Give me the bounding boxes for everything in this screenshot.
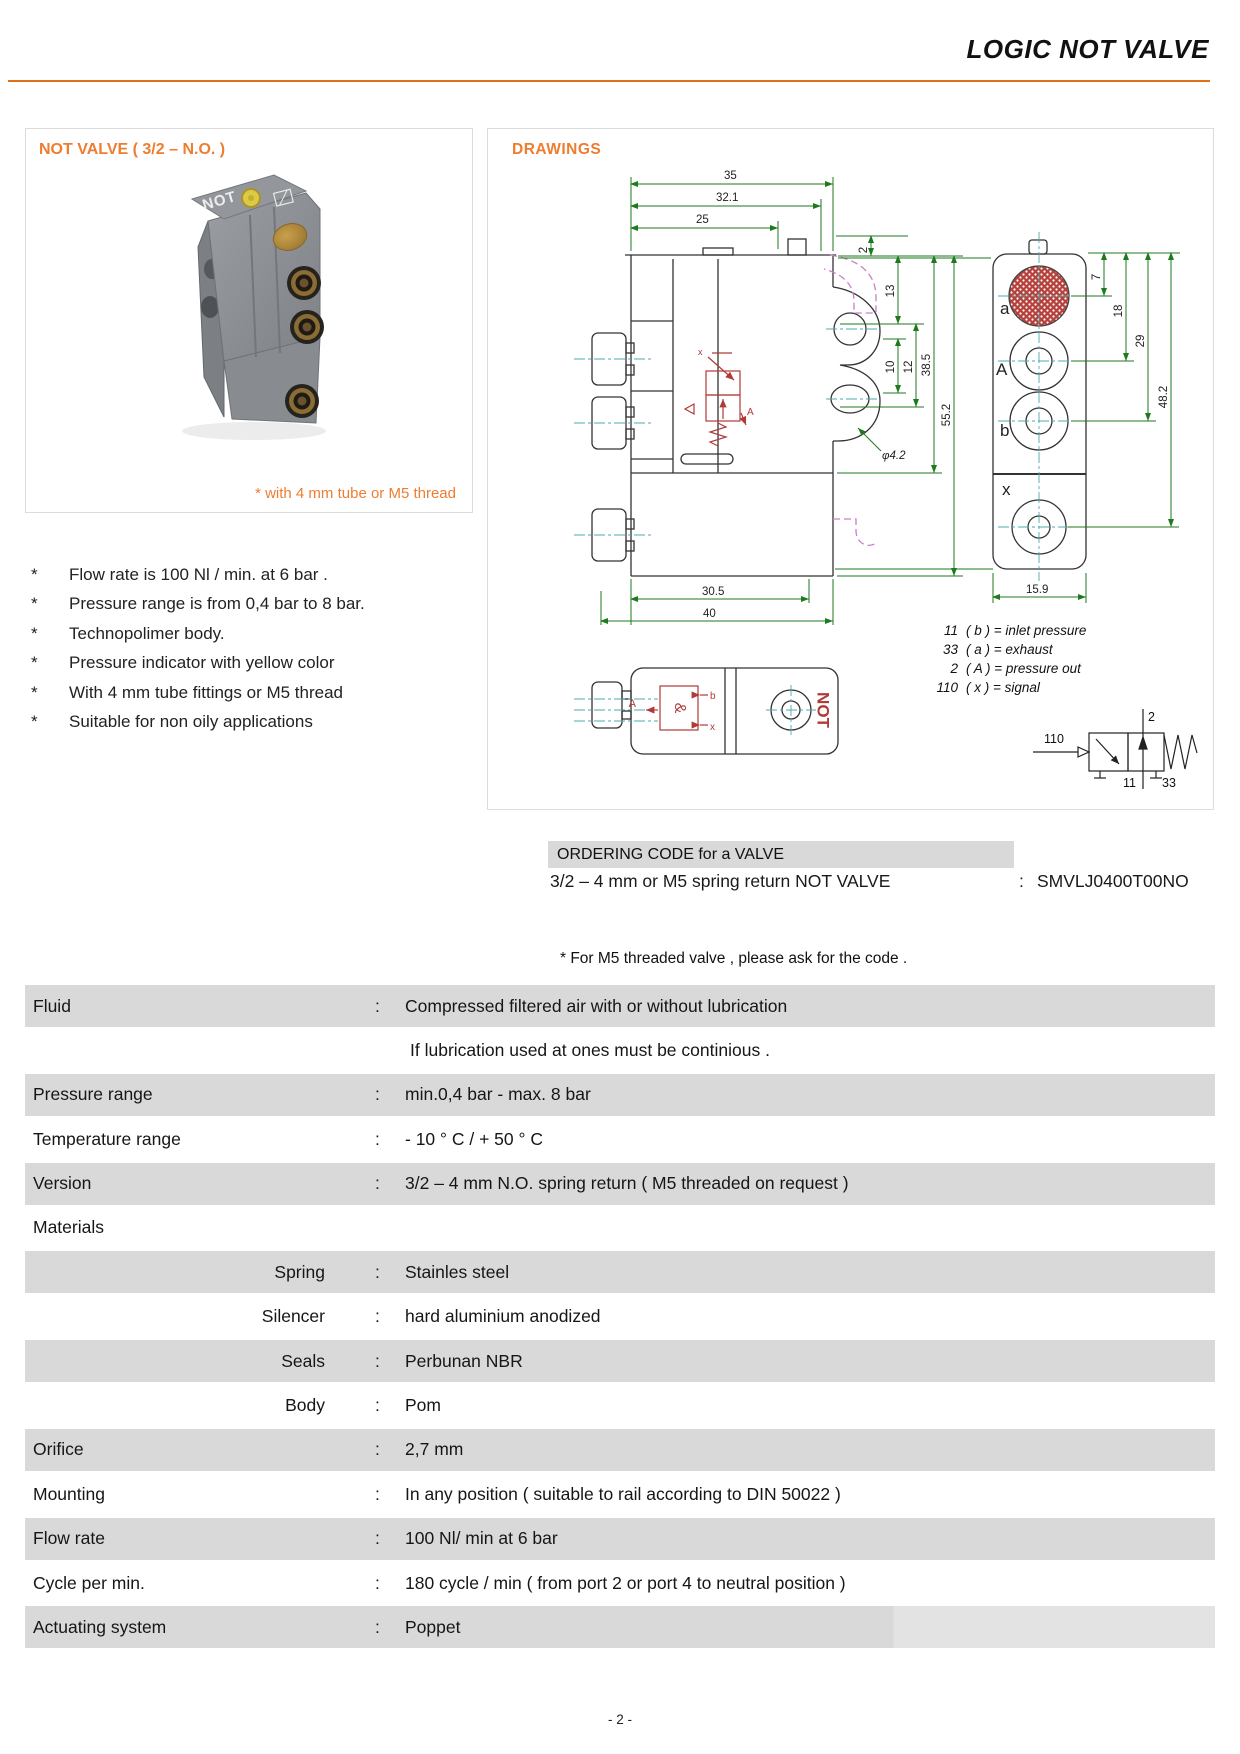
- spec-row-flow-rate: [25, 1518, 1215, 1560]
- spec-row-pressure-range: [25, 1074, 1215, 1116]
- side-symbol-pilot-label: x: [698, 347, 703, 357]
- spec-colon: :: [375, 1483, 380, 1504]
- spec-row-orifice: [25, 1429, 1215, 1471]
- dim-lines-top: [631, 177, 993, 569]
- fitting-bottom: [285, 384, 319, 418]
- spec-value: 100 Nl/ min at 6 bar: [405, 1528, 558, 1549]
- photo-caption: * with 4 mm tube or M5 thread: [255, 485, 456, 502]
- port-b-label: b: [1000, 421, 1010, 440]
- spec-value: If lubrication used at ones must be continious .: [410, 1039, 770, 1060]
- legend-text-11: ( b ) = inlet pressure: [966, 623, 1087, 638]
- dim-38-5: 38.5: [921, 353, 933, 377]
- dim-30-5: 30.5: [702, 586, 725, 598]
- legend-num-33: 33: [942, 642, 958, 657]
- feature-text: Pressure range is from 0,4 bar to 8 bar.: [69, 594, 365, 614]
- side-view: [592, 239, 880, 576]
- legend-text-33: ( a ) = exhaust: [966, 642, 1053, 657]
- spec-row-fluid: [25, 985, 1215, 1027]
- dim-13: 13: [885, 284, 897, 298]
- page-number: - 2 -: [607, 1712, 632, 1727]
- spec-colon: :: [375, 1128, 380, 1149]
- spec-value: hard aluminium anodized: [405, 1306, 601, 1327]
- bottom-view: [592, 668, 838, 754]
- spec-row-silencer: [25, 1296, 1215, 1338]
- header-rule: [8, 80, 1210, 82]
- feature-item: [25, 678, 485, 707]
- feature-bullet: *: [31, 594, 38, 614]
- feature-bullet: *: [31, 565, 38, 584]
- symbol-exhaust-label: 33: [1162, 776, 1176, 790]
- spec-value: 2,7 mm: [405, 1439, 464, 1460]
- port-A-label: A: [996, 360, 1008, 379]
- dim-12: 12: [903, 360, 915, 374]
- spec-label: Mounting: [33, 1483, 105, 1504]
- drawings-panel: [487, 128, 1214, 810]
- spec-value: Compressed filtered air with or without lubrication: [405, 995, 788, 1016]
- product-panel: [25, 128, 473, 513]
- bottom-not-label: NOT: [813, 692, 833, 728]
- dim-15-9: 15.9: [1026, 584, 1049, 596]
- dim-10: 10: [885, 360, 897, 374]
- dim-29: 29: [1135, 334, 1147, 348]
- spec-label: Version: [33, 1173, 92, 1194]
- spec-value: Stainles steel: [405, 1261, 510, 1282]
- fitting-middle: [290, 310, 324, 344]
- spec-row-version: [25, 1163, 1215, 1205]
- feature-bullet: *: [31, 682, 38, 702]
- ordering-colon: :: [1019, 871, 1024, 891]
- side-symbol-out-label: A: [747, 407, 754, 418]
- spec-value: min.0,4 bar - max. 8 bar: [405, 1084, 591, 1105]
- page-title: LOGIC NOT VALVE: [966, 34, 1209, 64]
- spec-value: - 10 ° C / + 50 ° C: [405, 1128, 544, 1149]
- spec-row-spring: [25, 1251, 1215, 1293]
- product-panel-title: NOT VALVE ( 3/2 – N.O. ): [39, 141, 226, 158]
- feature-item: [25, 560, 485, 589]
- valve-photo-svg: [154, 165, 354, 445]
- dim-dia-4-2: φ4.2: [882, 450, 906, 462]
- spec-label: Seals: [281, 1350, 325, 1371]
- photo-shadow: [182, 422, 326, 440]
- front-view: [993, 240, 1086, 569]
- port-a-label: a: [1000, 299, 1010, 318]
- spec-row-mounting: [25, 1473, 1215, 1515]
- side-view-valve-symbol: [685, 353, 746, 446]
- spec-row-temperature-range: [25, 1118, 1215, 1160]
- pressure-indicator-center: [248, 195, 254, 201]
- ordering-item: 3/2 – 4 mm or M5 spring return NOT VALVE: [550, 871, 891, 891]
- valve-hole-2: [201, 296, 219, 318]
- dim-40: 40: [703, 608, 716, 620]
- feature-item: [25, 707, 485, 736]
- feature-text: With 4 mm tube fittings or M5 thread: [69, 682, 343, 702]
- spec-label: Pressure range: [33, 1084, 153, 1105]
- feature-text: Suitable for non oily applications: [69, 712, 313, 732]
- legend-text-110: ( x ) = signal: [966, 680, 1040, 695]
- dim-32-1: 32.1: [716, 192, 739, 204]
- fitting-top: [287, 266, 321, 300]
- dim-18: 18: [1113, 304, 1125, 318]
- spec-label: Fluid: [33, 995, 71, 1016]
- spec-colon: :: [375, 1572, 380, 1593]
- drawings-panel-title: DRAWINGS: [512, 141, 602, 158]
- spec-label: Actuating system: [33, 1616, 167, 1637]
- port-x-label: x: [1002, 480, 1011, 499]
- spec-row-body: [25, 1385, 1215, 1427]
- spec-label: Orifice: [33, 1439, 84, 1460]
- feature-bullet: *: [31, 653, 38, 673]
- spec-label: Materials: [33, 1217, 104, 1238]
- spec-value: 3/2 – 4 mm N.O. spring return ( M5 threaded on request ): [405, 1173, 849, 1194]
- legend-num-2: 2: [950, 661, 958, 676]
- dim-7: 7: [1091, 273, 1103, 281]
- spec-label: Cycle per min.: [33, 1572, 145, 1593]
- feature-bullet: *: [31, 623, 38, 643]
- ordering-code-line: [0, 871, 1240, 893]
- spec-row-fluid-continuation: [25, 1029, 1215, 1071]
- spec-colon: :: [375, 1439, 380, 1460]
- feature-text: Flow rate is 100 Nl / min. at 6 bar .: [69, 565, 328, 584]
- legend-num-11: 11: [943, 623, 958, 638]
- spec-value: Perbunan NBR: [405, 1350, 523, 1371]
- valve-photo: [154, 165, 354, 445]
- spec-colon: :: [375, 1395, 380, 1416]
- spec-value: In any position ( suitable to rail according to DIN 50022 ): [405, 1483, 841, 1504]
- photo-not-label: NOT: [200, 188, 239, 214]
- port-legend: [936, 623, 1086, 695]
- spec-colon: :: [375, 1306, 380, 1327]
- spec-value: Poppet: [405, 1616, 461, 1637]
- spec-value: Pom: [405, 1395, 441, 1416]
- spec-row-materials: [25, 1207, 1215, 1249]
- spec-colon: :: [375, 1616, 380, 1637]
- spec-row-cycle-per-min: [25, 1562, 1215, 1604]
- bottom-x-label: x: [710, 722, 715, 733]
- feature-item: [25, 648, 485, 677]
- feature-list: [25, 560, 485, 736]
- bottom-amp-label: &: [670, 702, 688, 714]
- spec-label: Flow rate: [33, 1528, 105, 1549]
- bottom-A-label: A: [628, 698, 636, 710]
- spec-value: 180 cycle / min ( from port 2 or port 4 to neutral position ): [405, 1572, 846, 1593]
- spec-colon: :: [375, 1350, 380, 1371]
- spec-row-actuating-system: [25, 1606, 1215, 1648]
- legend-text-2: ( A ) = pressure out: [966, 661, 1081, 676]
- dim-55-2: 55.2: [941, 403, 953, 427]
- spec-colon: :: [375, 995, 380, 1016]
- spec-colon: :: [375, 1261, 380, 1282]
- dim-2: 2: [858, 246, 870, 254]
- symbol-inlet-label: 11: [1123, 776, 1136, 790]
- legend-num-110: 110: [936, 680, 958, 695]
- spec-label: Body: [285, 1395, 325, 1416]
- symbol-out-label: 2: [1148, 710, 1155, 724]
- spec-colon: :: [375, 1084, 380, 1105]
- ordering-code-header: ORDERING CODE for a VALVE: [548, 841, 1014, 868]
- spec-colon: :: [375, 1528, 380, 1549]
- feature-text: Technopolimer body.: [69, 623, 225, 643]
- spec-colon: :: [375, 1173, 380, 1194]
- dim-25: 25: [696, 214, 709, 226]
- bottom-b-label: b: [710, 691, 716, 702]
- din-rail-profile: [824, 255, 876, 545]
- feature-item: [25, 619, 485, 648]
- ordering-code-value: SMVLJ0400T00NO: [1037, 871, 1189, 891]
- spec-table: [25, 985, 1215, 1651]
- feature-bullet: *: [31, 712, 38, 732]
- feature-text: Pressure indicator with yellow color: [69, 653, 335, 673]
- spec-label: Spring: [274, 1261, 325, 1282]
- spec-label: Temperature range: [33, 1128, 181, 1149]
- dim-35: 35: [724, 170, 737, 182]
- spec-row-seals: [25, 1340, 1215, 1382]
- symbol-signal-label: 110: [1044, 732, 1064, 746]
- feature-item: [25, 589, 485, 618]
- ordering-note: * For M5 threaded valve , please ask for the code .: [560, 950, 908, 967]
- dim-48-2: 48.2: [1158, 385, 1170, 409]
- cad-drawing: [488, 129, 1213, 791]
- spec-label: Silencer: [261, 1306, 325, 1327]
- side-view-centerlines: [574, 329, 880, 535]
